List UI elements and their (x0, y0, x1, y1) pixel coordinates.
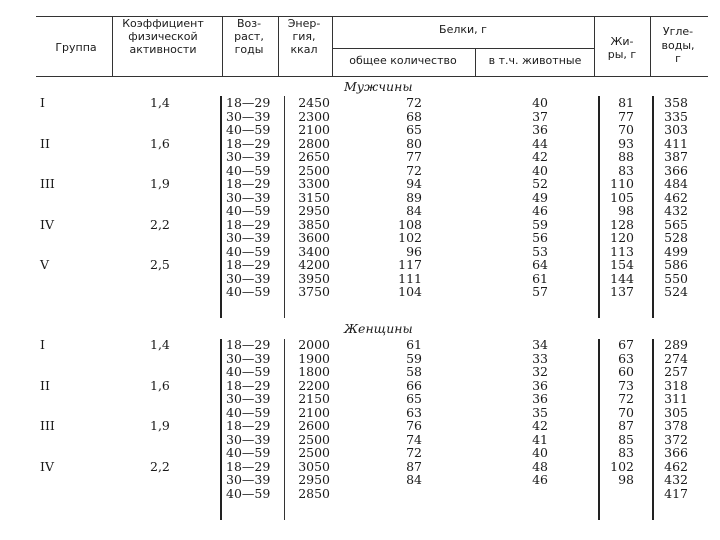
cell-energy: 1800 (298, 364, 330, 379)
cell-age: 30—39 (226, 431, 271, 447)
cell-protein: 87 (406, 458, 422, 474)
group-number: III (40, 176, 55, 191)
cell-protein: 72 (406, 95, 422, 110)
group-number: I (40, 95, 45, 110)
cell-animal: 52 (532, 176, 548, 191)
header-divider-coef (112, 16, 113, 76)
cell-fat: 63 (618, 350, 634, 366)
cell-carbs: 366 (664, 445, 688, 460)
cell-fat: 85 (618, 431, 634, 447)
cell-energy: 2300 (298, 108, 330, 124)
cell-energy: 3600 (298, 230, 330, 245)
cell-fat: 98 (618, 472, 634, 487)
group-number: V (40, 257, 50, 272)
cell-protein: 61 (406, 337, 422, 352)
cell-protein: 117 (398, 257, 422, 272)
cell-age: 18—29 (226, 418, 271, 433)
cell-age: 40—59 (226, 364, 271, 379)
header-carbs-line-3: г (675, 52, 681, 65)
cell-carbs: 432 (664, 203, 688, 218)
cell-fat: 120 (610, 230, 634, 245)
cell-age: 40—59 (226, 284, 271, 299)
cell-carbs: 528 (664, 230, 688, 245)
cell-animal: 42 (532, 149, 548, 164)
cell-age: 18—29 (226, 377, 271, 393)
activity-coefficient: 1,6 (150, 377, 170, 393)
cell-energy: 2000 (298, 337, 330, 352)
cell-carbs: 372 (664, 431, 688, 447)
cell-animal: 34 (532, 337, 548, 352)
cell-animal: 64 (532, 257, 548, 272)
cell-animal: 53 (532, 243, 548, 259)
cell-animal: 44 (532, 135, 548, 151)
cell-energy: 3750 (298, 284, 330, 299)
cell-carbs: 274 (664, 350, 688, 366)
header-fats-line-1: Жи- (610, 35, 634, 48)
cell-animal: 40 (532, 162, 548, 178)
cell-energy: 2150 (298, 391, 330, 406)
cell-carbs: 305 (664, 404, 688, 420)
cell-protein: 58 (406, 364, 422, 379)
cell-animal: 57 (532, 284, 548, 299)
proteins-sub-rule (332, 48, 594, 49)
cell-animal: 40 (532, 445, 548, 460)
activity-coefficient: 1,9 (150, 176, 170, 191)
header-energy-line-1: Энер- (287, 17, 321, 30)
cell-protein: 76 (406, 418, 422, 433)
cell-animal: 61 (532, 270, 548, 286)
cell-protein: 84 (406, 472, 422, 487)
header-divider-fats (594, 16, 595, 76)
cell-carbs: 550 (664, 270, 688, 286)
cell-energy: 2100 (298, 122, 330, 137)
header-fats-line-2: ры, г (607, 48, 637, 61)
cell-carbs: 257 (664, 364, 688, 379)
cell-energy: 2950 (298, 203, 330, 218)
cell-carbs: 387 (664, 149, 688, 164)
cell-age: 30—39 (226, 149, 271, 164)
activity-coefficient: 2,2 (150, 216, 170, 232)
cell-energy: 2950 (298, 472, 330, 487)
cell-energy: 2650 (298, 149, 330, 164)
cell-protein: 96 (406, 243, 422, 259)
cell-energy: 4200 (298, 257, 330, 272)
header-protein-animal: в т.ч. животные (488, 54, 582, 67)
header-age-line-1: Воз- (236, 17, 262, 30)
cell-fat: 154 (610, 257, 634, 272)
cell-carbs: 358 (664, 95, 688, 110)
cell-energy: 3300 (298, 176, 330, 191)
activity-coefficient: 1,6 (150, 135, 170, 151)
header-carbs-line-2: воды, (661, 39, 695, 52)
cell-carbs: 417 (664, 485, 688, 501)
cell-age: 40—59 (226, 162, 271, 178)
cell-energy: 2500 (298, 431, 330, 447)
cell-fat: 88 (618, 149, 634, 164)
cell-protein: 72 (406, 162, 422, 178)
group-number: IV (40, 216, 54, 232)
cell-age: 30—39 (226, 108, 271, 124)
cell-protein: 104 (398, 284, 422, 299)
cell-protein: 111 (398, 270, 422, 286)
cell-carbs: 432 (664, 472, 688, 487)
cell-energy: 2600 (298, 418, 330, 433)
cell-fat: 98 (618, 203, 634, 218)
header-energy-line-3: ккал (290, 43, 318, 56)
cell-age: 30—39 (226, 350, 271, 366)
header-coef-line-1: Коэффициент (122, 17, 204, 30)
cell-animal: 36 (532, 391, 548, 406)
cell-fat: 70 (618, 404, 634, 420)
cell-protein: 89 (406, 189, 422, 205)
cell-energy: 2850 (298, 485, 330, 501)
cell-fat: 70 (618, 122, 634, 137)
group-number: II (40, 377, 50, 393)
cell-energy: 2800 (298, 135, 330, 151)
cell-animal: 41 (532, 431, 548, 447)
cell-age: 40—59 (226, 404, 271, 420)
cell-animal: 36 (532, 122, 548, 137)
cell-age: 40—59 (226, 485, 271, 501)
cell-carbs: 366 (664, 162, 688, 178)
cell-age: 40—59 (226, 203, 271, 218)
activity-coefficient: 2,5 (150, 257, 170, 272)
section-title: Мужчины (344, 79, 413, 94)
header-divider-age (222, 16, 223, 76)
cell-age: 40—59 (226, 122, 271, 137)
cell-fat: 67 (618, 337, 634, 352)
cell-age: 18—29 (226, 95, 271, 110)
table-top-rule (36, 16, 708, 17)
cell-fat: 93 (618, 135, 634, 151)
header-divider-energy (278, 16, 279, 76)
cell-energy: 3150 (298, 189, 330, 205)
group-number: I (40, 337, 45, 352)
cell-age: 18—29 (226, 176, 271, 191)
cell-protein: 65 (406, 122, 422, 137)
cell-protein: 65 (406, 391, 422, 406)
cell-age: 18—29 (226, 337, 271, 352)
cell-carbs: 524 (664, 284, 688, 299)
cell-energy: 3050 (298, 458, 330, 474)
cell-protein: 108 (398, 216, 422, 232)
activity-coefficient: 2,2 (150, 458, 170, 474)
cell-protein: 68 (406, 108, 422, 124)
cell-carbs: 289 (664, 337, 688, 352)
cell-age: 40—59 (226, 445, 271, 460)
cell-protein: 74 (406, 431, 422, 447)
cell-protein: 94 (406, 176, 422, 191)
cell-animal: 49 (532, 189, 548, 205)
cell-fat: 83 (618, 162, 634, 178)
header-energy-line-2: гия, (292, 30, 316, 43)
cell-energy: 3850 (298, 216, 330, 232)
cell-energy: 2500 (298, 445, 330, 460)
cell-age: 18—29 (226, 216, 271, 232)
cell-fat: 60 (618, 364, 634, 379)
cell-energy: 2450 (298, 95, 330, 110)
header-age-line-3: годы (234, 43, 264, 56)
cell-age: 18—29 (226, 257, 271, 272)
cell-carbs: 378 (664, 418, 688, 433)
header-coef-line-3: активности (129, 43, 197, 56)
cell-animal: 59 (532, 216, 548, 232)
cell-protein: 66 (406, 377, 422, 393)
cell-age: 40—59 (226, 243, 271, 259)
cell-fat: 137 (610, 284, 634, 299)
cell-fat: 72 (618, 391, 634, 406)
group-number: III (40, 418, 55, 433)
cell-energy: 3400 (298, 243, 330, 259)
header-carbs-line-1: Угле- (662, 25, 694, 38)
header-proteins: Белки, г (439, 23, 487, 36)
cell-carbs: 462 (664, 189, 688, 205)
cell-protein: 77 (406, 149, 422, 164)
cell-age: 30—39 (226, 391, 271, 406)
group-number: IV (40, 458, 54, 474)
cell-protein: 59 (406, 350, 422, 366)
cell-animal: 42 (532, 418, 548, 433)
cell-fat: 102 (610, 458, 634, 474)
cell-protein: 80 (406, 135, 422, 151)
cell-animal: 56 (532, 230, 548, 245)
cell-fat: 77 (618, 108, 634, 124)
header-divider-proteins (332, 16, 333, 76)
cell-carbs: 499 (664, 243, 688, 259)
age-column-rule (220, 96, 222, 318)
cell-fat: 113 (610, 243, 634, 259)
section-title: Женщины (344, 321, 413, 336)
cell-fat: 128 (610, 216, 634, 232)
cell-age: 30—39 (226, 230, 271, 245)
cell-age: 18—29 (226, 458, 271, 474)
cell-fat: 144 (610, 270, 634, 286)
cell-animal: 36 (532, 377, 548, 393)
cell-fat: 83 (618, 445, 634, 460)
cell-energy: 2100 (298, 404, 330, 420)
cell-energy: 2500 (298, 162, 330, 178)
header-age-line-2: раст, (234, 30, 264, 43)
cell-carbs: 335 (664, 108, 688, 124)
activity-coefficient: 1,9 (150, 418, 170, 433)
activity-coefficient: 1,4 (150, 337, 170, 352)
cell-animal: 35 (532, 404, 548, 420)
cell-carbs: 462 (664, 458, 688, 474)
cell-carbs: 484 (664, 176, 688, 191)
cell-fat: 110 (610, 176, 634, 191)
cell-animal: 32 (532, 364, 548, 379)
cell-energy: 2200 (298, 377, 330, 393)
header-divider-animal (475, 48, 476, 76)
cell-protein: 102 (398, 230, 422, 245)
cell-energy: 1900 (298, 350, 330, 366)
cell-animal: 40 (532, 95, 548, 110)
activity-coefficient: 1,4 (150, 95, 170, 110)
header-divider-carbs (650, 16, 651, 76)
cell-age: 30—39 (226, 472, 271, 487)
cell-carbs: 311 (664, 391, 688, 406)
cell-animal: 46 (532, 203, 548, 218)
group-number: II (40, 135, 50, 151)
cell-carbs: 586 (664, 257, 688, 272)
cell-animal: 48 (532, 458, 548, 474)
cell-fat: 105 (610, 189, 634, 205)
cell-protein: 72 (406, 445, 422, 460)
cell-protein: 63 (406, 404, 422, 420)
cell-carbs: 303 (664, 122, 688, 137)
cell-age: 30—39 (226, 270, 271, 286)
cell-fat: 87 (618, 418, 634, 433)
cell-fat: 73 (618, 377, 634, 393)
cell-age: 30—39 (226, 189, 271, 205)
cell-age: 18—29 (226, 135, 271, 151)
cell-animal: 37 (532, 108, 548, 124)
cell-carbs: 318 (664, 377, 688, 393)
cell-carbs: 565 (664, 216, 688, 232)
header-group: Группа (55, 41, 97, 54)
cell-protein: 84 (406, 203, 422, 218)
cell-energy: 3950 (298, 270, 330, 286)
header-protein-total: общее количество (349, 54, 457, 67)
cell-animal: 33 (532, 350, 548, 366)
header-coef-line-2: физической (128, 30, 198, 43)
header-bottom-rule (36, 76, 708, 77)
cell-animal: 46 (532, 472, 548, 487)
age-column-rule-lower (220, 339, 222, 520)
cell-carbs: 411 (664, 135, 688, 151)
cell-fat: 81 (618, 95, 634, 110)
